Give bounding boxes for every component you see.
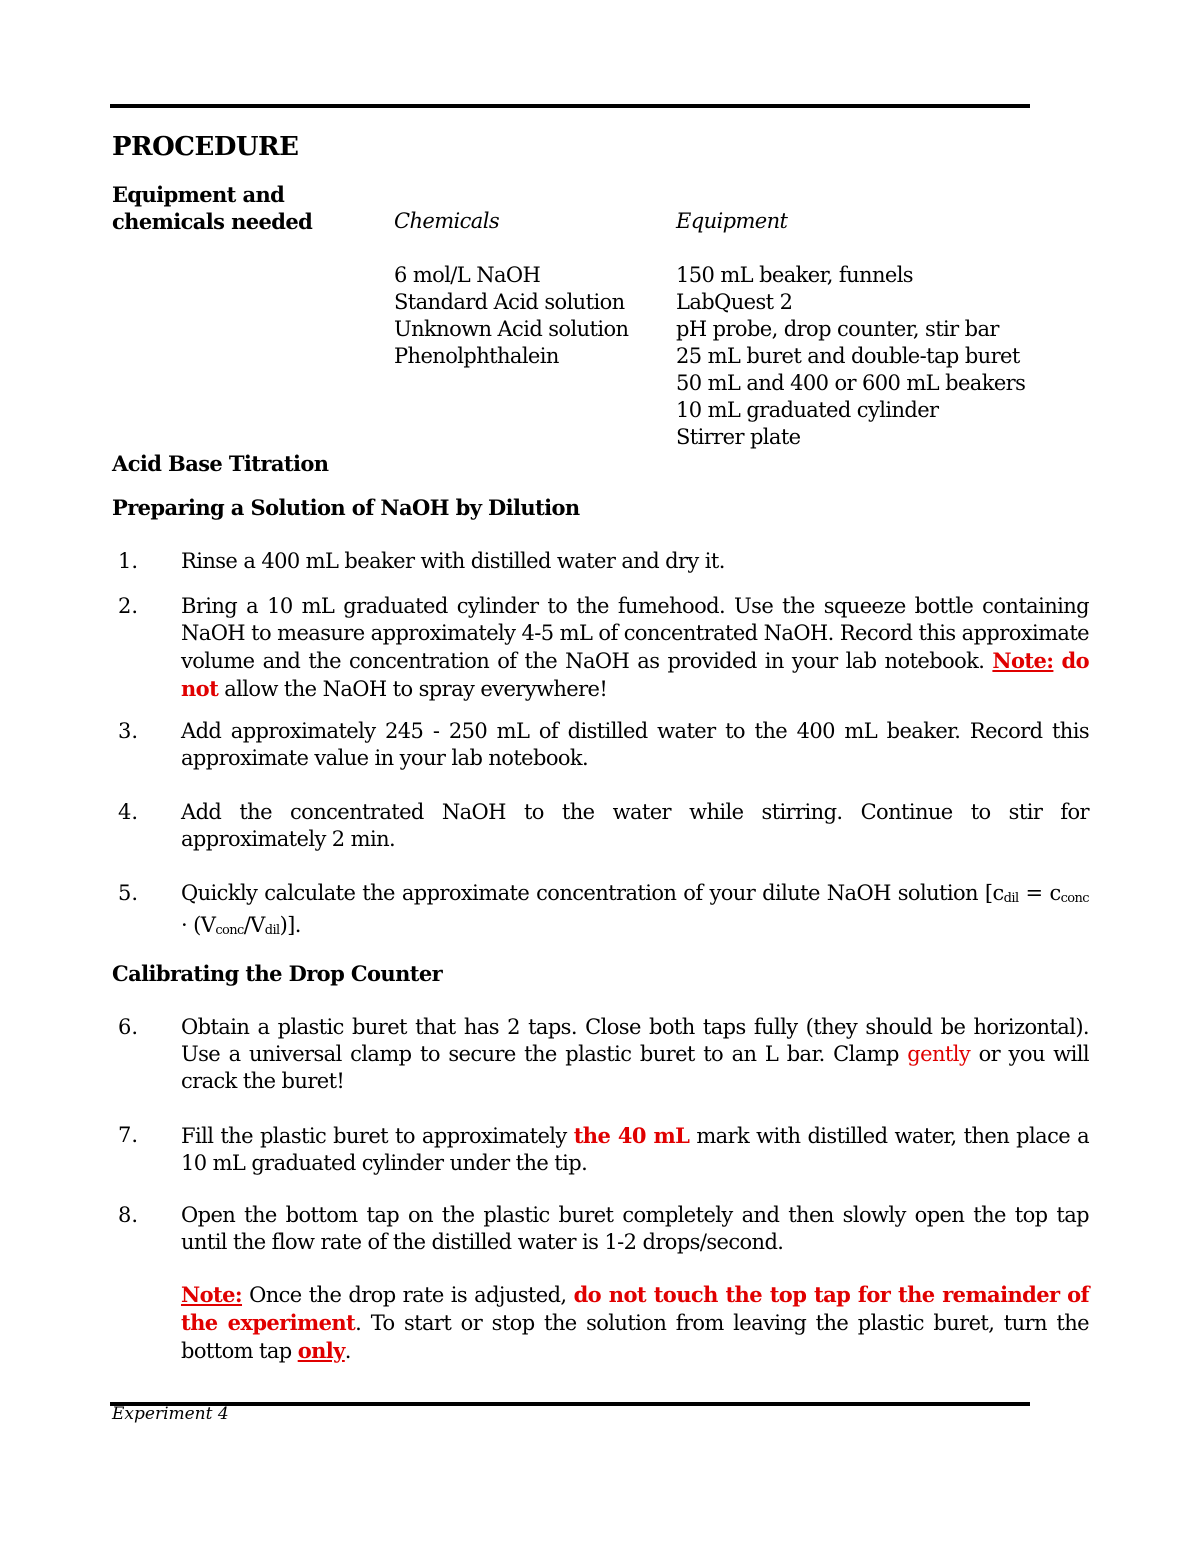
step-number: 1. — [118, 549, 139, 573]
equipment-item: 50 mL and 400 or 600 mL beakers — [676, 371, 1026, 395]
mark-emphasis: the 40 mL — [573, 1123, 690, 1148]
bottom-rule — [110, 1402, 1030, 1406]
equipment-label-line1: Equipment and — [112, 182, 285, 207]
heading-calibrating: Calibrating the Drop Counter — [112, 961, 443, 986]
equipment-list — [676, 262, 1025, 451]
note-body: Once the drop rate is adjusted, — [242, 1283, 574, 1307]
page-title: PROCEDURE — [112, 132, 299, 162]
step-7-body: Fill the plastic buret to approximately — [181, 1124, 574, 1148]
step-6-tail: or you will crack the buret! — [181, 1042, 1089, 1093]
step-2-tail: allow the NaOH to spray everywhere! — [218, 677, 608, 701]
step-8-note — [181, 1281, 1089, 1365]
note-end: . — [344, 1339, 351, 1363]
step-2-text — [181, 593, 1089, 703]
gently-emphasis: gently — [907, 1042, 971, 1066]
step-number: 2. — [118, 594, 139, 618]
equipment-item: 150 mL beaker, funnels — [676, 263, 913, 287]
equipment-label-line2: chemicals needed — [112, 209, 313, 234]
step-2-body: Bring a 10 mL graduated cylinder to the fumehood. Use the squeeze bottle containing NaOH to measure approximately 4-5 mL of concentrated NaOH. Record this approximate volume and the concentration of the NaOH as provided in your lab notebook. — [181, 594, 1089, 673]
step-6-text — [181, 1014, 1089, 1095]
equation-part: = c — [1018, 881, 1061, 905]
equipment-item: Stirrer plate — [676, 425, 801, 449]
chemical-item: 6 mol/L NaOH — [394, 263, 541, 287]
equation-part: · (V — [181, 913, 216, 937]
step-number: 5. — [118, 881, 139, 905]
top-rule — [110, 104, 1030, 108]
step-7-tail: mark with distilled water, then place a 10 mL graduated cylinder under the tip. — [181, 1124, 1089, 1175]
subscript: dil — [264, 923, 280, 938]
step-7-text — [181, 1122, 1089, 1177]
chemicals-header: Chemicals — [394, 209, 500, 233]
step-number: 8. — [118, 1203, 139, 1227]
only-emphasis: only — [297, 1338, 345, 1363]
heading-acid-base: Acid Base Titration — [112, 451, 329, 476]
note-tail: . To start or stop the solution from leaving the plastic buret, turn the bottom tap — [181, 1311, 1089, 1363]
footer-text: Experiment 4 — [112, 1404, 229, 1424]
step-number: 7. — [118, 1123, 139, 1147]
subscript: dil — [1003, 891, 1019, 906]
equation-part: )]. — [279, 913, 301, 937]
step-number: 4. — [118, 800, 139, 824]
chemical-item: Unknown Acid solution — [394, 317, 629, 341]
chemical-item: Standard Acid solution — [394, 290, 625, 314]
equipment-item: pH probe, drop counter, stir bar — [676, 317, 999, 341]
equipment-item: 25 mL buret and double-tap buret — [676, 344, 1020, 368]
step-5-body: Quickly calculate the approximate concentration of your dilute NaOH solution [c — [181, 881, 1004, 905]
step-1-text: Rinse a 400 mL beaker with distilled water and dry it. — [181, 549, 725, 573]
step-4-text: Add the concentrated NaOH to the water while stirring. Continue to stir for approximately 2 min. — [181, 800, 1089, 851]
note-label: Note: — [181, 1282, 243, 1307]
step-number: 3. — [118, 719, 139, 743]
subscript: conc — [215, 923, 244, 938]
heading-dilution: Preparing a Solution of NaOH by Dilution — [112, 495, 580, 520]
chemicals-list — [394, 262, 628, 370]
do-not-warning: do not — [181, 648, 1089, 701]
equipment-item: LabQuest 2 — [676, 290, 793, 314]
step-8-text: Open the bottom tap on the plastic buret completely and then slowly open the top tap until the flow rate of the distilled water is 1-2 drops/second. — [181, 1203, 1089, 1254]
equation-part: /V — [243, 913, 265, 937]
warning-emphasis: do not touch the top tap for the remainder of the experiment — [181, 1282, 1089, 1335]
step-5-text — [181, 880, 1089, 944]
step-3-text: Add approximately 245 - 250 mL of distilled water to the 400 mL beaker. Record this approximate value in your lab notebook. — [181, 719, 1089, 770]
step-number: 6. — [118, 1015, 139, 1039]
step-6-body: Obtain a plastic buret that has 2 taps. Close both taps fully (they should be horizontal). Use a universal clamp to secure the plastic buret to an L bar. Clamp — [181, 1015, 1089, 1066]
equipment-item: 10 mL graduated cylinder — [676, 398, 939, 422]
note-label: Note: — [992, 648, 1054, 673]
subscript: conc — [1060, 891, 1089, 906]
equipment-header: Equipment — [676, 209, 788, 233]
chemical-item: Phenolphthalein — [394, 344, 559, 368]
